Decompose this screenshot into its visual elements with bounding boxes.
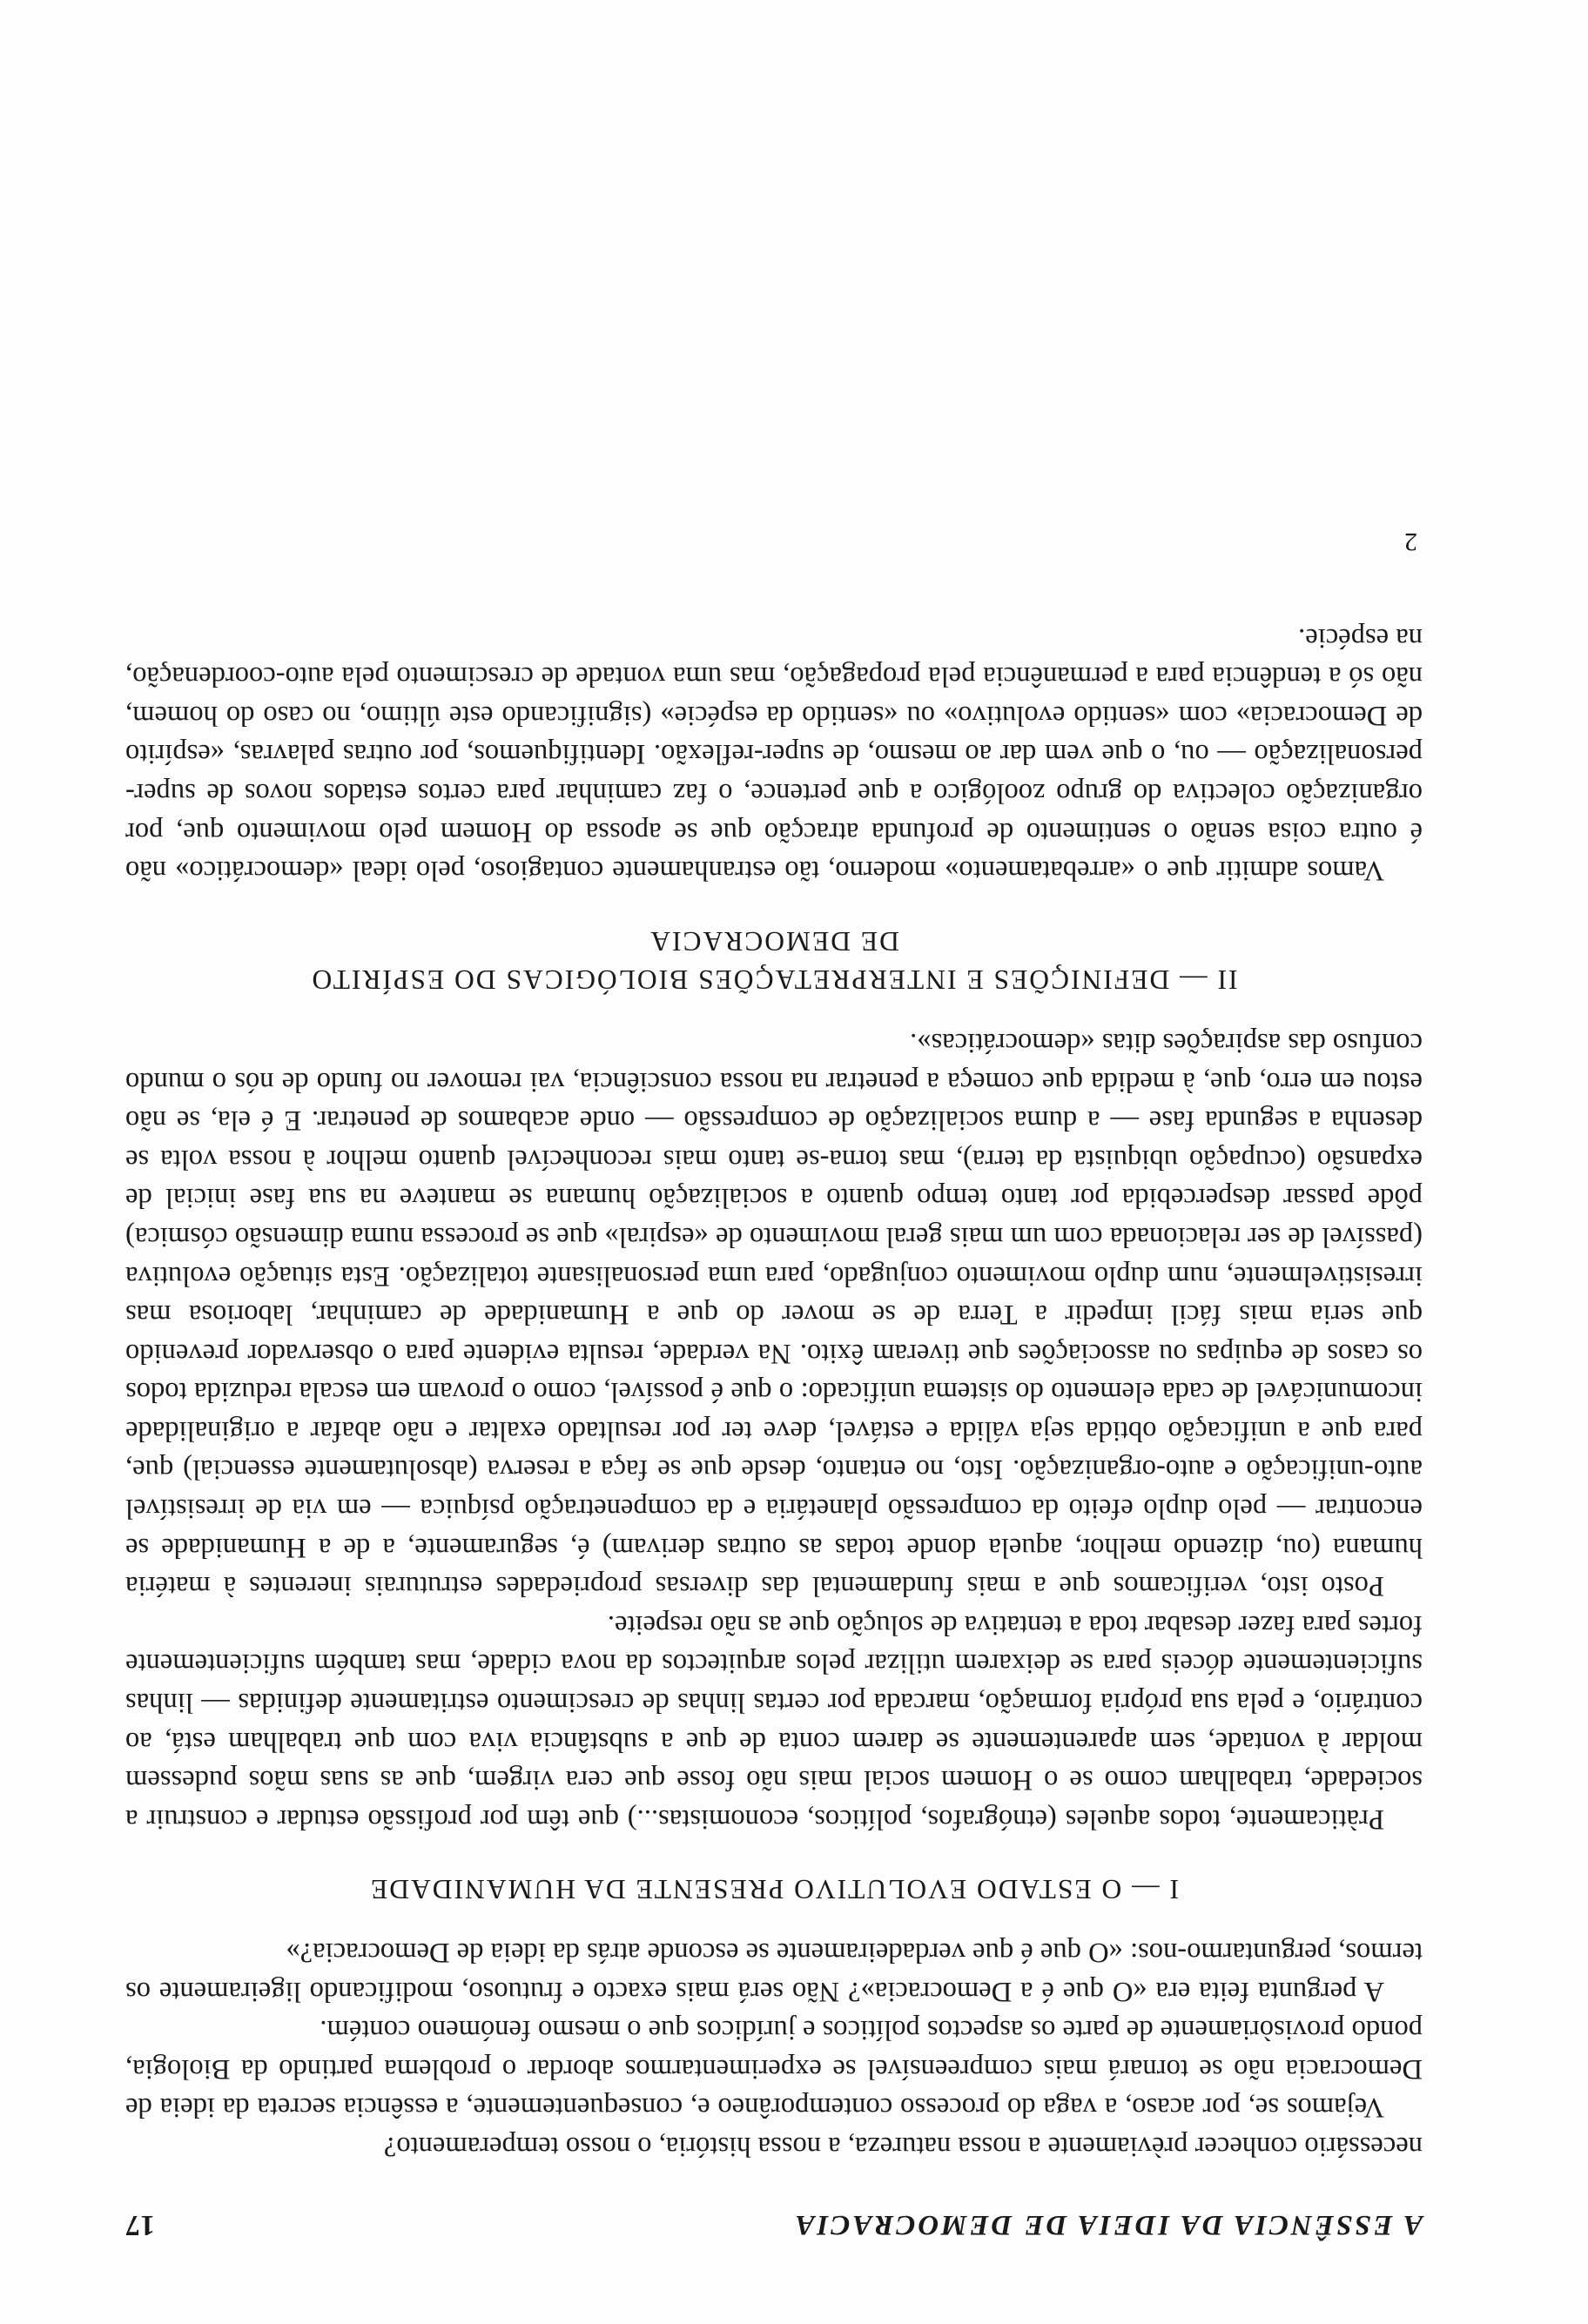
paragraph: Posto isto, verificamos que a mais fundamental das diversas propriedades estruturais inerentes à matéria humana (ou, dizendo melhor, aquela donde todas as outras derivam) é, seguramente, a de a Humanidade se encontrar — pelo duplo efeito da compressão planetária e da compenetração psíquica — em via de irresistível auto-unificação e auto-organização. Isto, no entanto, desde que se faça a reserva (absolutamente essencial) que, para que a unificação obtida seja válida e estável, deve ter por resultado exaltar e não abafar a originalidade incomunicável de cada elemento do sistema unificado: o que é possível, como o provam em escala reduzida todos os casos de equipas ou associações que tiveram êxito. Na verdade, resulta evidente para o observador prevenido que seria mais fácil impedir a Terra de se mover do que a Humanidade de caminhar, laboriosa mas irresistivelmente, num duplo movimento conjugado, para uma personalisante totalização. Esta situação evolutiva (passível de ser relacionada com um mais geral movimento de «espiral» que se processa numa dimensão cósmica) pôde passar despercebida por tanto tempo quanto a socialização humana se manteve na sua fase inicial de expansão (ocupação ubiquista da terra), mas torna-se tanto mais reconhecível quanto melhor à nossa volta se desenha a segunda fase — a duma socialização de compressão — onde acabamos de penetrar. E é ela, se não estou em erro, que, à medida que começa a penetrar na nossa consciência, vai remover no fundo de nós o mundo confuso das aspirações ditas «democráticas». [125,1026,1423,1602]
signature-mark: 2 [1404,527,1417,557]
paragraph: Vamos admitir que o «arrebatamento» moderno, tão estranhamente contagioso, pelo ideal «democrático» não é outra coisa senão o sentimento de profunda atracção que se apossa do Homem pelo movimento que, por organização colectiva do grupo zoológico a que pertence, o faz caminhar para certos estados novos de super-personalização — ou, o que vem dar ao mesmo, de super-reflexão. Identifiquemos, por outras palavras, «espírito de Democracia» com «sentido evolutivo» ou «sentido da espécie» (significando este último, no caso do homem, não só a tendência para a permanência pela propagação, mas uma vontade de crescimento pela auto-coordenação, na espécie. [125,621,1423,887]
section-heading-line: II — DEFINIÇÕES E INTERPRETAÇÕES BIOLÓGICAS DO ESPÍRITO [310,964,1238,996]
paragraph: A pergunta feita era «O que é a Democracia»? Não será mais exacto e frutuoso, modificando ligeiramente os termos, perguntarmo-nos: «O que é que verdadeiramente se esconde atrás da ideia de Democracia?» [125,1937,1423,2007]
section-heading-line: DE DEMOCRACIA [649,925,899,957]
section-heading [125,1870,1423,1909]
page-number: 17 [125,2209,155,2241]
paragraph-continuation: necessário conhecer prèviamente a nossa natureza, a nossa história, o nosso temperamento? [383,2131,1423,2162]
paragraph: Vejamos se, por acaso, a vaga do processo contemporâneo e, consequentemente, a essência secreta da ideia de Democracia não se tornará mais compreensível se experimentarmos abordar o problema partindo da Biologia, pondo provisòriamente de parte os aspectos políticos e jurídicos que o mesmo fenómeno contém. [125,2014,1423,2124]
section-heading [125,921,1423,998]
text-block [125,521,1423,2244]
running-head-title: A ESSÊNCIA DA IDEIA DE DEMOCRACIA [792,2209,1423,2240]
section-heading-text: I — O ESTADO EVOLUTIVO PRESENTE DA HUMANIDADE [368,1874,1180,1905]
paragraph: Pràticamente, todos aqueles (etnógrafos, políticos, economistas...) que têm por profissão estudar e construir a sociedade, trabalham como se o Homem social mais não fosse que cera virgem, que as suas mãos pudessem moldar à vontade, sem aparentemente se darem conta de que a substância viva com que trabalham está, ao contrário, e pela sua própria formação, marcada por certas linhas de crescimento estritamente definidas — linhas suficientemente dóceis para se deixarem utilizar pelos arquitectos da nova cidade, mas também suficientemente fortes para fazer desabar toda a tentativa de solução que as não respeite. [125,1609,1423,1835]
running-head [125,2206,1423,2244]
